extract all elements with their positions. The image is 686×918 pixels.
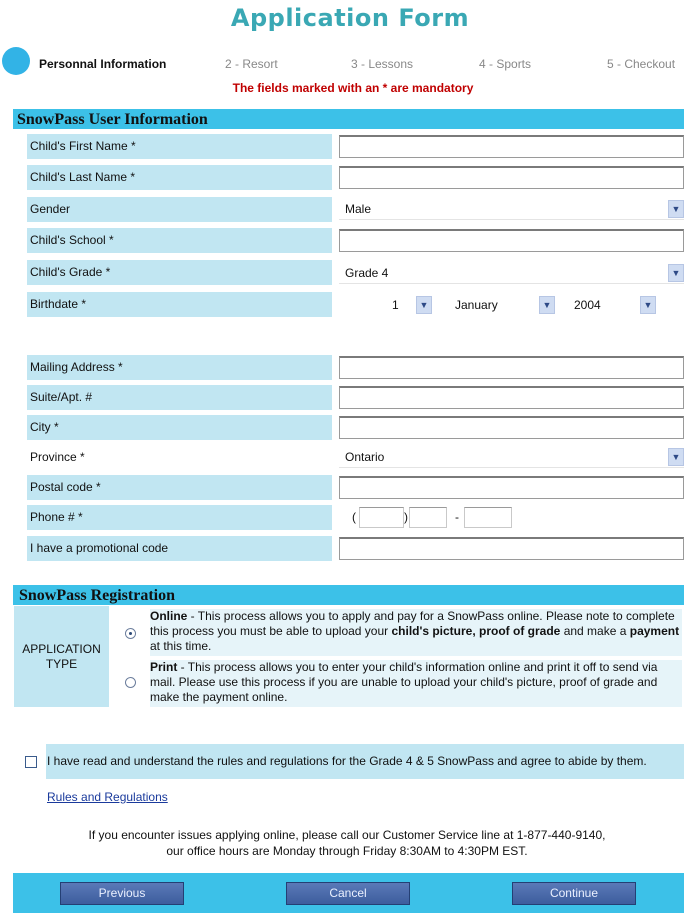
birth-year-select[interactable] bbox=[568, 294, 656, 316]
step-personal-information: Personnal Information bbox=[39, 57, 167, 71]
print-option-text: - This process allows you to enter your child's information online and print it off to send via mail. Please use this process if you are unable to upload your child's picture, proof of grade and make the payment online. bbox=[150, 660, 658, 704]
step-resort: 2 - Resort bbox=[225, 57, 278, 71]
online-option-bold-3: payment bbox=[629, 624, 680, 638]
school-input[interactable] bbox=[339, 229, 684, 252]
phone-close-paren: ) bbox=[404, 510, 408, 524]
online-option bbox=[150, 609, 682, 656]
contact-line-1: If you encounter issues applying online, please call our Customer Service line at 1-877-440-9140, bbox=[88, 828, 606, 842]
first-name-label: Child's First Name * bbox=[27, 134, 332, 159]
online-option-text-2: and make a bbox=[560, 624, 630, 638]
chevron-down-icon[interactable]: ▼ bbox=[539, 296, 555, 314]
promo-code-label: I have a promotional code bbox=[27, 536, 332, 561]
birth-day-select[interactable] bbox=[386, 294, 432, 316]
last-name-input[interactable] bbox=[339, 166, 684, 189]
phone-open-paren: ( bbox=[352, 510, 356, 524]
suite-input[interactable] bbox=[339, 386, 684, 409]
online-option-text-1: - This process allows you to apply and pay for a SnowPass online. Please note to complete this process you must be able to upload your bbox=[150, 609, 675, 638]
application-type-label bbox=[14, 606, 109, 707]
agree-text: I have read and understand the rules and regulations for the Grade 4 & 5 SnowPass and agree to abide by them. bbox=[46, 744, 684, 779]
application-type-text: APPLICATION TYPE bbox=[22, 641, 101, 671]
registration-heading: SnowPass Registration bbox=[13, 585, 684, 605]
promo-code-input[interactable] bbox=[339, 537, 684, 560]
suite-label: Suite/Apt. # bbox=[27, 385, 332, 410]
city-input[interactable] bbox=[339, 416, 684, 439]
province-value: Ontario bbox=[345, 450, 385, 464]
birth-month-value: January bbox=[455, 298, 498, 312]
online-option-bold-2: child's picture, proof of grade bbox=[391, 624, 561, 638]
school-label: Child's School * bbox=[27, 228, 332, 253]
previous-button[interactable]: Previous bbox=[60, 882, 184, 905]
city-label: City * bbox=[27, 415, 332, 440]
chevron-down-icon[interactable]: ▼ bbox=[416, 296, 432, 314]
phone-dash: - bbox=[455, 510, 459, 524]
phone-area-input[interactable] bbox=[359, 507, 404, 528]
birth-year-value: 2004 bbox=[574, 298, 601, 312]
last-name-label: Child's Last Name * bbox=[27, 165, 332, 190]
online-radio[interactable] bbox=[125, 628, 136, 639]
first-name-input[interactable] bbox=[339, 135, 684, 158]
gender-select[interactable] bbox=[339, 198, 684, 220]
print-option bbox=[150, 660, 682, 707]
birthdate-label: Birthdate * bbox=[27, 292, 332, 317]
chevron-down-icon[interactable]: ▼ bbox=[668, 448, 684, 466]
continue-button[interactable]: Continue bbox=[512, 882, 636, 905]
birth-day-value: 1 bbox=[392, 298, 399, 312]
phone-line-input[interactable] bbox=[464, 507, 512, 528]
grade-label: Child's Grade * bbox=[27, 260, 332, 285]
agree-checkbox[interactable] bbox=[25, 756, 37, 768]
gender-value: Male bbox=[345, 202, 372, 216]
chevron-down-icon[interactable]: ▼ bbox=[668, 264, 684, 282]
step-checkout: 5 - Checkout bbox=[607, 57, 676, 71]
birth-month-select[interactable] bbox=[449, 294, 555, 316]
cancel-button[interactable]: Cancel bbox=[286, 882, 410, 905]
postal-code-label: Postal code * bbox=[27, 475, 332, 500]
postal-code-input[interactable] bbox=[339, 476, 684, 499]
contact-line-2: our office hours are Monday through Friday 8:30AM to 4:30PM EST. bbox=[166, 844, 528, 858]
province-label: Province * bbox=[30, 450, 85, 464]
current-step-indicator bbox=[2, 47, 30, 75]
grade-value: Grade 4 bbox=[345, 266, 389, 280]
mailing-address-input[interactable] bbox=[339, 356, 684, 379]
rules-link[interactable]: Rules and Regulations bbox=[47, 790, 168, 804]
step-lessons: 3 - Lessons bbox=[351, 57, 414, 71]
grade-select[interactable] bbox=[339, 262, 684, 284]
step-sports: 4 - Sports bbox=[479, 57, 532, 71]
phone-label: Phone # * bbox=[27, 505, 332, 530]
online-option-text-3: at this time. bbox=[150, 639, 212, 653]
chevron-down-icon[interactable]: ▼ bbox=[640, 296, 656, 314]
mailing-address-label: Mailing Address * bbox=[27, 355, 332, 380]
province-select[interactable] bbox=[339, 446, 684, 468]
online-option-title: Online bbox=[150, 609, 188, 623]
print-option-title: Print bbox=[150, 660, 178, 674]
user-info-heading: SnowPass User Information bbox=[13, 109, 684, 129]
mandatory-note: The fields marked with an * are mandatory bbox=[232, 81, 474, 95]
chevron-down-icon[interactable]: ▼ bbox=[668, 200, 684, 218]
gender-label: Gender bbox=[27, 197, 332, 222]
page-title: Application Form bbox=[230, 4, 470, 32]
phone-prefix-input[interactable] bbox=[409, 507, 447, 528]
print-radio[interactable] bbox=[125, 677, 136, 688]
